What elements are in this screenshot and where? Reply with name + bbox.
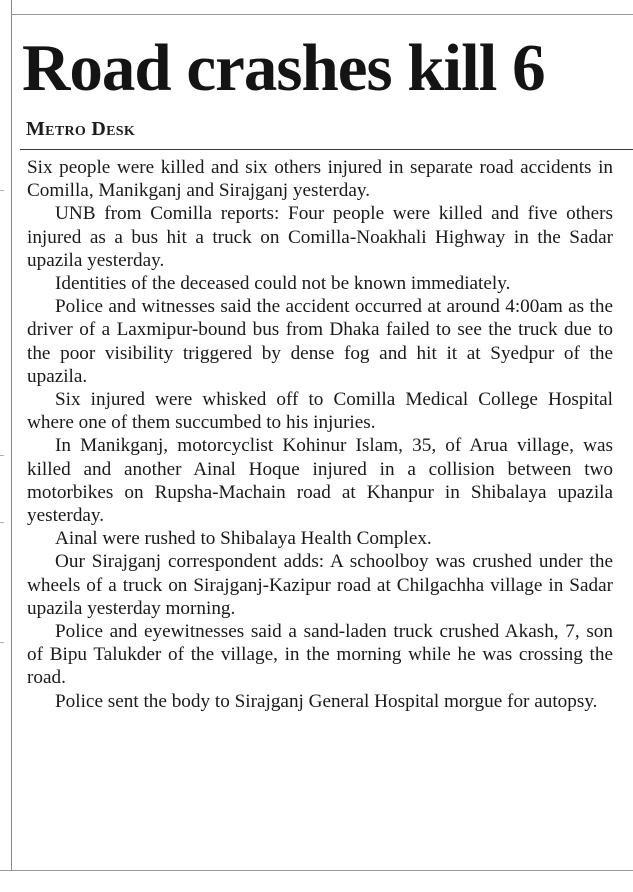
paragraph: Six people were killed and six others injured in separate road accidents in Comilla, Manikganj and Sirajganj yesterday. [27, 157, 613, 202]
paragraph: Police and eyewitnesses said a sand-laden truck crushed Akash, 7, son of Bipu Talukder of the village, in the morning while he was crossing the road. [27, 621, 613, 689]
article-body [27, 156, 613, 713]
column-rule-bottom [0, 870, 633, 871]
paragraph: Ainal were rushed to Shibalaya Health Complex. [55, 528, 432, 550]
paragraph: UNB from Comilla reports: Four people were killed and five others injured as a bus hit a truck on Comilla-Noakhali Highway in the Sadar upazila yesterday. [27, 203, 613, 271]
byline: Metro Desk [26, 118, 136, 140]
gutter-tick [0, 642, 4, 643]
paragraph: Six injured were whisked off to Comilla Medical College Hospital where one of them succumbed to his injuries. [27, 389, 613, 434]
byline-divider [20, 149, 633, 150]
gutter-tick [0, 455, 4, 456]
headline: Road crashes kill 6 [22, 31, 545, 105]
gutter-tick [0, 190, 4, 191]
column-rule-top [11, 14, 633, 15]
paragraph: Police and witnesses said the accident occurred at around 4:00am as the driver of a Laxmipur-bound bus from Dhaka failed to see the truck due to the poor visibility triggered by dense fog and hit it at Syedpur of the upazila. [27, 296, 613, 387]
paragraph: Police sent the body to Sirajganj General Hospital morgue for autopsy. [55, 690, 598, 712]
paragraph: Our Sirajganj correspondent adds: A schoolboy was crushed under the wheels of a truck on Sirajganj-Kazipur road at Chilgachha village in Sadar upazila yesterday morning. [27, 551, 613, 619]
paragraph: In Manikganj, motorcyclist Kohinur Islam, 35, of Arua village, was killed and another Ainal Hoque injured in a collision between two motorbikes on Rupsha-Machain road at Khanpur in Shibalaya upazila yesterday. [27, 435, 613, 527]
column-rule-left [11, 0, 12, 870]
gutter-tick [0, 522, 4, 523]
paragraph: Identities of the deceased could not be known immediately. [55, 273, 511, 295]
